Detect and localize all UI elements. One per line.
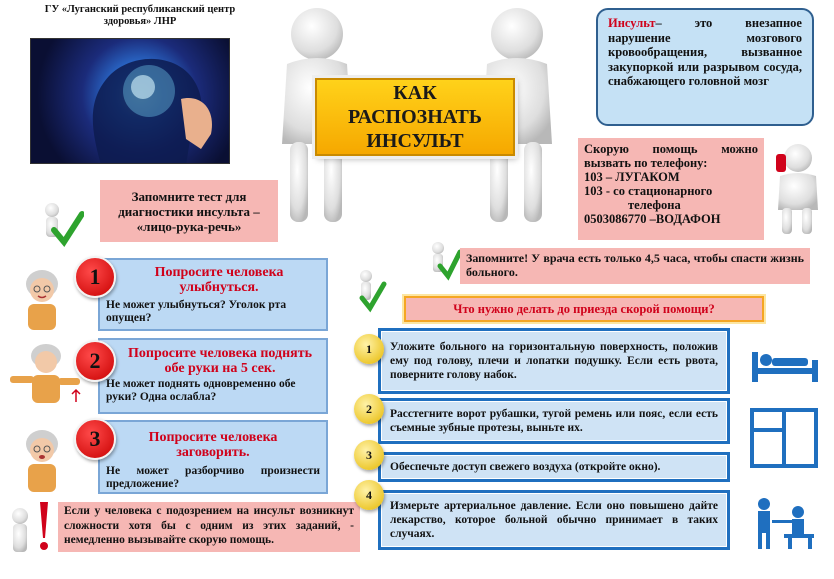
person-phone-icon: [768, 140, 828, 235]
action-4-text: Измерьте артериальное давление. Если оно повышено дайте лекарство, которое больной обычно принимает в таких случаях.: [390, 500, 718, 540]
test-step-3-title: Попросите человека заговорить.: [148, 430, 278, 460]
action-1-text: Уложите больного на горизонтальную поверхность, положив ему под голову, плечи и лопатки подушку. Если есть рвота, поверните голову набок.: [390, 341, 718, 381]
person-check-icon: [34, 200, 84, 248]
test-step-2: [98, 338, 328, 414]
remember-text: Запомните! У врача есть только 4,5 часа, чтобы спасти жизнь больного.: [466, 251, 804, 279]
action-3-number: 3: [354, 440, 384, 470]
test-step-2-text: Не может поднять одновременно обе руки? Одна ослабла?: [106, 378, 296, 403]
action-3-text: Обеспечьте доступ свежего воздуха (откройте окно).: [390, 461, 661, 473]
warning-figure: [6, 500, 58, 554]
page-title-text: КАК РАСПОЗНАТЬ ИНСУЛЬТ: [347, 82, 483, 152]
question-box: [404, 296, 764, 322]
action-2: [378, 398, 730, 444]
warning-box: [58, 502, 360, 552]
test-step-2-title: Попросите человека поднять обе руки на 5 сек.: [127, 346, 313, 376]
warning-text: Если у человека с подозрением на инсульт возникнут сложности хотя бы с одним из этих заданий, - немедленно вызывайте скорую помощь.: [64, 505, 354, 546]
action-4: [378, 490, 730, 550]
action-2-text: Расстегните ворот рубашки, тугой ремень или пояс, если есть съемные зубные протезы, выньте их.: [390, 408, 718, 434]
phone-figure: [768, 140, 828, 235]
action-1: [378, 328, 730, 394]
phone-line-1: 103 – ЛУГАКОМ: [584, 170, 680, 184]
phone-box: [578, 138, 764, 240]
phone-line-3: 0503086770 –ВОДАФОН: [584, 212, 721, 226]
granny-2: [10, 342, 82, 408]
page-title: [315, 78, 515, 156]
action-4-number: 4: [354, 480, 384, 510]
person-check-small-icon: [426, 240, 462, 284]
definition-term: Инсульт: [608, 16, 656, 30]
remember-figure: [426, 240, 462, 284]
test-step-2-number: 2: [74, 340, 116, 382]
patient-bed-image: [750, 344, 820, 384]
remember-box: [460, 248, 810, 284]
doctor-patient-icon: [748, 496, 822, 550]
question-figure: [352, 268, 388, 314]
definition-box: [596, 8, 814, 126]
test-step-1-title: Попросите человека улыбнуться.: [154, 265, 284, 295]
action-1-number: 1: [354, 334, 384, 364]
granny-arms-icon: [10, 342, 82, 408]
test-step-3: [98, 420, 328, 494]
head-silhouette-icon: [31, 39, 230, 164]
phone-line-2: 103 - со стационарного: [584, 184, 713, 198]
person-check-mid-icon: [352, 268, 388, 314]
question-text: Что нужно делать до приезда скорой помощи?: [453, 301, 715, 316]
test-step-3-text: Не может разборчиво произнести предложение?: [106, 465, 320, 490]
test-step-1-text: Не может улыбнуться? Уголок рта опущен?: [106, 299, 287, 324]
test-step-1-number: 1: [74, 256, 116, 298]
granny-1: [18, 268, 66, 330]
action-3: [378, 452, 730, 482]
test-heading: [100, 180, 278, 242]
granny-3: [18, 428, 66, 492]
organization-label: ГУ «Луганский республиканский центр здоровья» ЛНР: [44, 4, 236, 27]
phone-line-2b: телефона: [628, 198, 681, 212]
test-step-3-number: 3: [74, 418, 116, 460]
bed-icon: [750, 344, 820, 384]
phone-intro: Скорую помощь можно вызвать по телефону:: [584, 142, 758, 170]
definition-text: – это внезапное нарушение мозгового кровообращения, вызванное закупоркой или разрывом сосуда, снабжающего головной мозг: [608, 16, 802, 88]
test-heading-text: Запомните тест для диагностики инсульта – «лицо-рука-речь»: [118, 188, 260, 234]
exclamation-person-icon: [6, 500, 58, 554]
granny-speak-icon: [18, 428, 66, 492]
window-image: [750, 408, 818, 468]
action-2-number: 2: [354, 394, 384, 424]
test-step-1: [98, 258, 328, 331]
granny-icon: [18, 268, 66, 330]
window-icon: [750, 408, 818, 468]
brain-image: [30, 38, 230, 164]
check-figure: [34, 200, 84, 248]
blood-pressure-image: [748, 496, 822, 550]
